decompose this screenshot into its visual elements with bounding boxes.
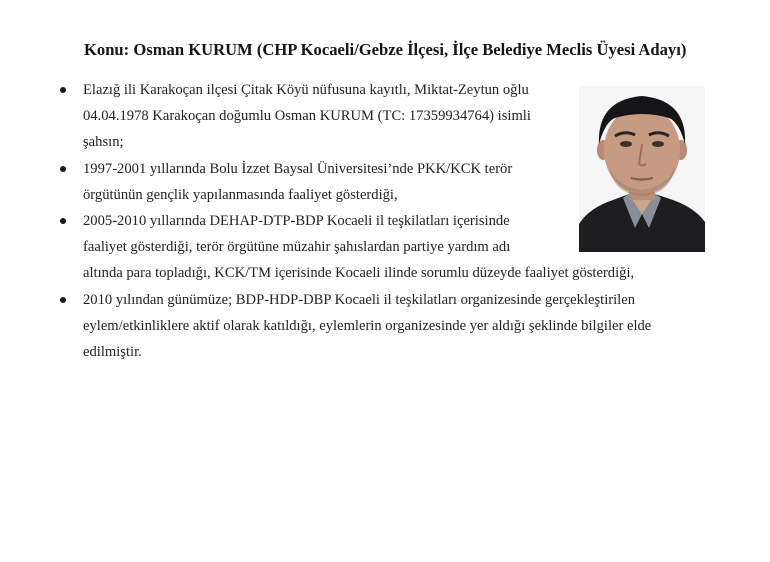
list-item xyxy=(0,208,770,287)
list-item-text: 2010 yılından günümüze; BDP-HDP-DBP Kocaeli il teşkilatları organizesinde gerçekleştirilen eylem/etkinliklere aktif olarak katıldığı, eylemlerin organizesinde yer aldığı şeklinde bilgiler elde edilmiştir. xyxy=(83,291,652,361)
list-item xyxy=(0,287,770,366)
bullet-icon xyxy=(60,87,66,93)
bullet-icon xyxy=(60,218,66,224)
list-item-text: 2005-2010 yıllarında DEHAP-DTP-BDP Kocaeli il teşkilatları içerisinde faaliyet gösterdiği, terör örgütüne müzahir şahıslardan partiye yardım adı altında para topladığı, KCK/TM içerisinde Kocaeli ilinde sorumlu düzeyde faaliyet gösterdiği, xyxy=(83,213,635,282)
document-title: Konu: Osman KURUM (CHP Kocaeli/Gebze İlçesi, İlçe Belediye Meclis Üyesi Adayı) xyxy=(84,40,687,59)
list-item-text: Elazığ ili Karakoçan ilçesi Çitak Köyü nüfusuna kayıtlı, Miktat-Zeytun oğlu 04.04.1978 Karakoçan doğumlu Osman KURUM (TC: 17359934764) isimli şahsın; xyxy=(83,82,531,151)
bullet-icon xyxy=(60,166,66,172)
list-item xyxy=(0,77,770,156)
bullet-list xyxy=(0,77,770,365)
list-item-text: 1997-2001 yıllarında Bolu İzzet Baysal Üniversitesi’nde PKK/KCK terör örgütünün gençlik yapılanmasında faaliyet gösterdiği, xyxy=(83,160,513,203)
bullet-icon xyxy=(60,297,66,303)
list-item xyxy=(0,156,770,208)
